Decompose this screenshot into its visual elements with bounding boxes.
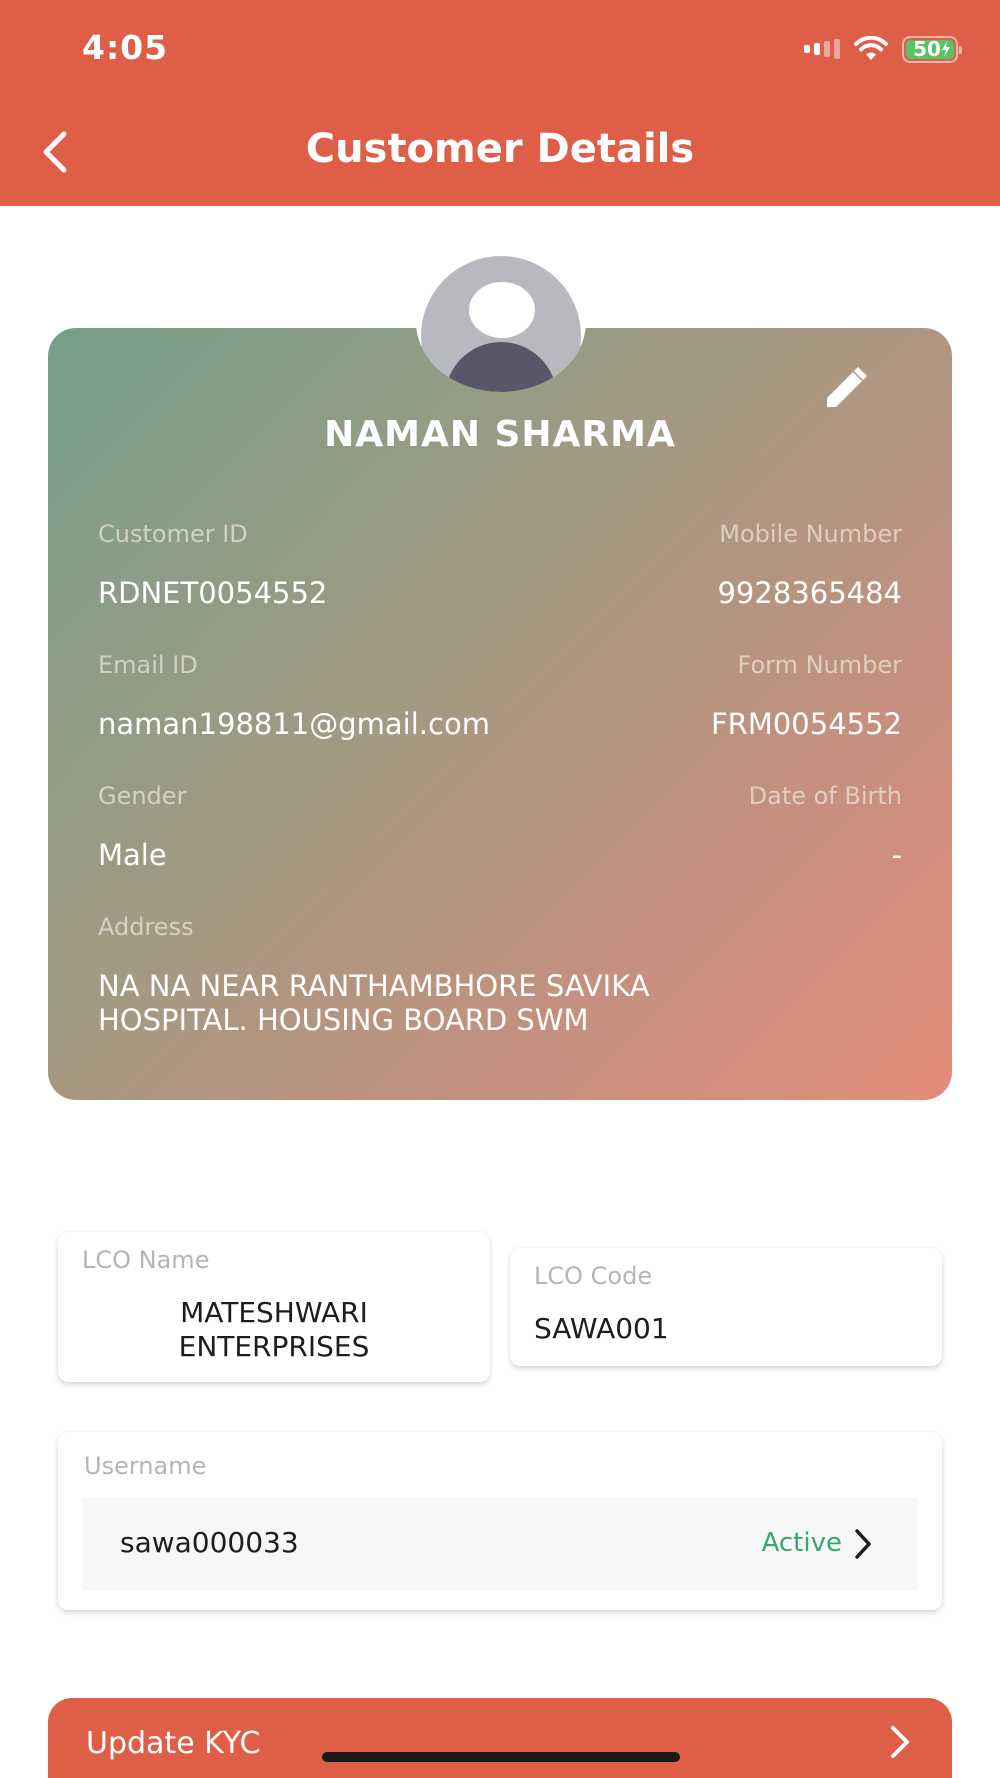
battery-level: 50 — [913, 37, 941, 61]
username-label: Username — [84, 1452, 207, 1480]
lco-name-panel — [58, 1232, 490, 1382]
update-kyc-label: Update KYC — [86, 1726, 261, 1761]
lco-name-value — [58, 1296, 490, 1364]
cellular-signal-icon — [804, 39, 840, 59]
address-value — [98, 969, 650, 1037]
address-label: Address — [98, 913, 194, 941]
address-line: NA NA NEAR RANTHAMBHORE SAVIKA — [98, 969, 650, 1003]
avatar — [416, 252, 586, 392]
username-value: sawa000033 — [120, 1526, 299, 1559]
page-title: Customer Details — [305, 126, 695, 172]
mobile-number-value: 9928365484 — [717, 576, 902, 610]
wifi-icon — [854, 36, 888, 62]
pencil-icon — [823, 365, 869, 411]
edit-button[interactable] — [818, 360, 874, 416]
user-placeholder-icon — [421, 256, 581, 392]
email-id-value: naman198811@gmail.com — [98, 707, 490, 741]
lco-code-value: SAWA001 — [534, 1312, 669, 1345]
update-kyc-button[interactable] — [48, 1698, 952, 1778]
email-id-label: Email ID — [98, 651, 198, 679]
form-number-label: Form Number — [737, 651, 902, 679]
address-line: HOSPITAL. HOUSING BOARD SWM — [98, 1003, 589, 1037]
battery-icon — [902, 36, 958, 63]
lco-name-line: ENTERPRISES — [178, 1330, 370, 1363]
status-icons — [804, 34, 958, 64]
customer-name: NAMAN SHARMA — [324, 414, 676, 455]
date-of-birth-value: - — [891, 838, 902, 872]
gender-value: Male — [98, 838, 167, 872]
home-indicator — [322, 1752, 680, 1762]
status-time: 4:05 — [82, 28, 169, 67]
lco-code-panel — [510, 1248, 942, 1366]
lco-name-label: LCO Name — [82, 1246, 210, 1274]
mobile-number-label: Mobile Number — [719, 520, 902, 548]
username-row[interactable] — [82, 1498, 918, 1590]
lco-code-label: LCO Code — [534, 1262, 653, 1290]
account-status: Active — [761, 1528, 842, 1558]
chevron-right-icon — [888, 1724, 912, 1760]
charging-bolt-icon — [941, 41, 951, 57]
date-of-birth-label: Date of Birth — [748, 782, 902, 810]
customer-id-label: Customer ID — [98, 520, 248, 548]
form-number-value: FRM0054552 — [710, 707, 902, 741]
lco-name-line: MATESHWARI — [180, 1296, 368, 1329]
chevron-right-icon — [852, 1528, 874, 1560]
gender-label: Gender — [98, 782, 187, 810]
customer-id-value: RDNET0054552 — [98, 576, 328, 610]
header-bar — [0, 0, 1000, 206]
